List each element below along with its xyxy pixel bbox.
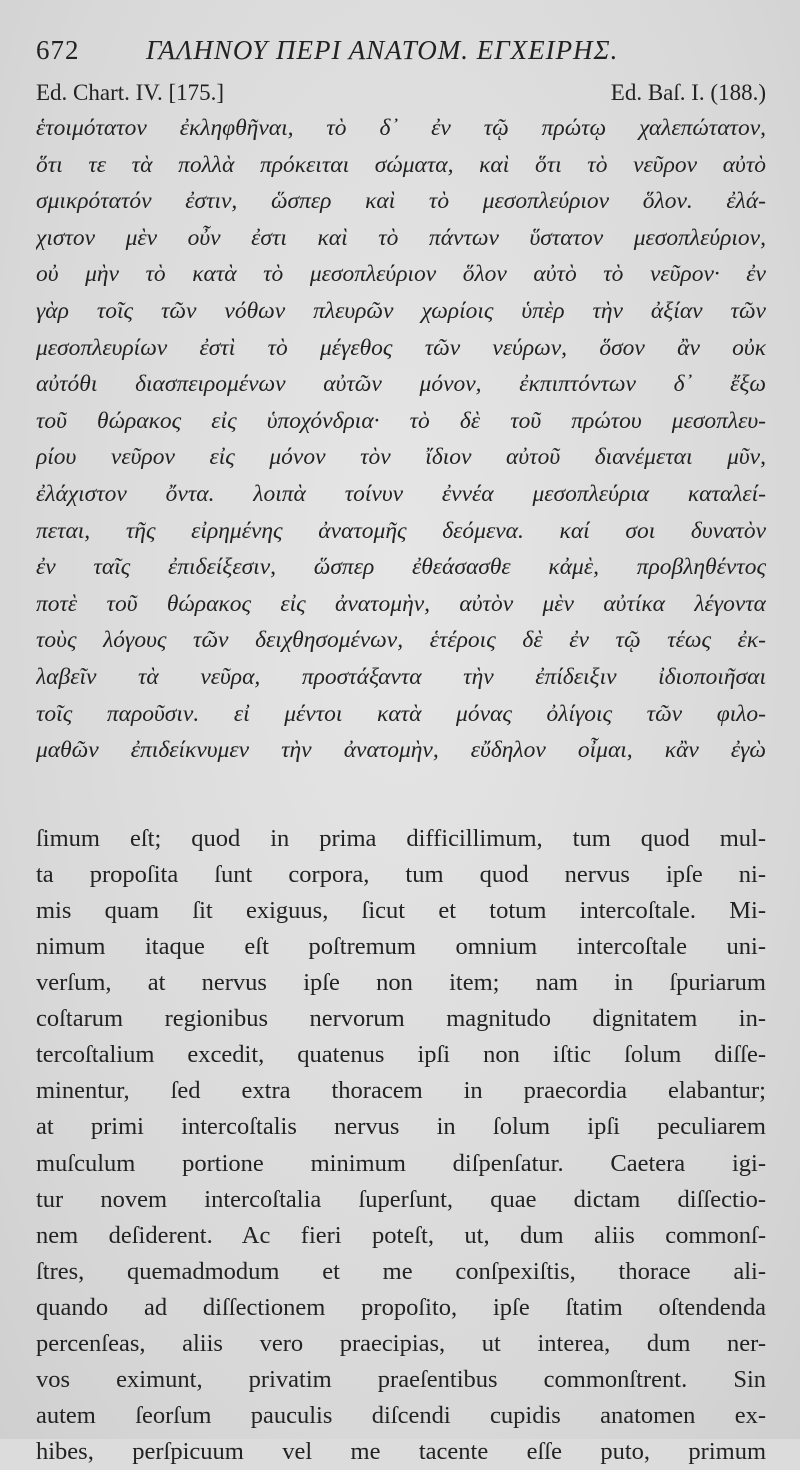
greek-text-line: ποτὲ τοῦ θώρακος εἰς ἀνατομὴν, αὐτὸν μὲν αὐτίκα λέγοντα	[36, 590, 766, 617]
latin-text-line: quando ad diſſectionem propoſito, ipſe ſtatim oſtendenda	[36, 1293, 766, 1321]
greek-text-line: οὐ μὴν τὸ κατὰ τὸ μεσοπλεύριον ὅλον αὐτὸ τὸ νεῦρον· ἐν	[36, 261, 766, 288]
greek-text-line: ρίου νεῦρον εἰς μόνον τὸν ἴδιον αὐτοῦ διανέμεται μῦν,	[36, 444, 766, 471]
latin-text-block	[36, 821, 766, 1470]
latin-text-line: percenſeas, aliis vero praecipias, ut interea, dum ner-	[36, 1330, 766, 1357]
page-number: 672	[36, 35, 80, 65]
greek-text-line: ἐλάχιστον ὄντα. λοιπὰ τοίνυν ἐννέα μεσοπλεύρια καταλεί-	[36, 480, 766, 507]
greek-text-line: χιστον μὲν οὖν ἐστι καὶ τὸ πάντων ὕστατον μεσοπλεύριον,	[36, 224, 766, 251]
latin-text-line: coſtarum regionibus nervorum magnitudo dignitatem in-	[36, 1005, 766, 1033]
latin-text-line: minentur, ſed extra thoracem in praecordia elabantur;	[36, 1077, 766, 1105]
greek-text-line: ἐν ταῖς ἐπιδείξεσιν, ὥσπερ ἐθεάσασθε κἀμὲ, προβληθέντος	[36, 554, 766, 581]
latin-text-line: muſculum portione minimum diſpenſatur. Caetera igi-	[36, 1149, 766, 1177]
greek-text-line: τοῖς παροῦσιν. εἰ μέντοι κατὰ μόνας ὀλίγοις τῶν φιλο-	[36, 700, 766, 727]
greek-text-line: τοὺς λόγους τῶν δειχθησομένων, ἑτέροις δὲ ἐν τῷ τέως ἐκ-	[36, 627, 766, 654]
running-title: ΓΑΛΗΝΟΥ ΠΕΡΙ ΑΝΑΤΟΜ. ΕΓΧΕΙΡΗΣ.	[146, 35, 619, 65]
greek-text-line: τοῦ θώρακος εἰς ὑποχόνδρια· τὸ δὲ τοῦ πρώτου μεσοπλευ-	[36, 407, 766, 434]
greek-text-block	[36, 110, 766, 769]
latin-text-line: tercoſtalium excedit, quatenus ipſi non iſtic ſolum diſſe-	[36, 1041, 766, 1069]
latin-text-line: vos eximunt, privatim praeſentibus commonſtrent. Sin	[36, 1366, 766, 1394]
greek-text-line: μαθῶν ἐπιδείκνυμεν τὴν ἀνατομὴν, εὔδηλον οἶμαι, κἂν ἐγὼ	[36, 737, 766, 764]
latin-text-line: at primi intercoſtalis nervus in ſolum ipſi peculiarem	[36, 1113, 766, 1141]
greek-text-line: πεται, τῆς εἰρημένης ἀνατομῆς δεόμενα. καί σοι δυνατὸν	[36, 517, 766, 544]
latin-text-line: verſum, at nervus ipſe non item; nam in ſpuriarum	[36, 969, 766, 997]
latin-text-line: ſtres, quemadmodum et me conſpexiſtis, thorace ali-	[36, 1257, 766, 1285]
running-head	[36, 28, 766, 72]
latin-text-line: mis quam ſit exiguus, ſicut et totum intercoſtale. Mi-	[36, 896, 766, 924]
greek-text-line: μεσοπλευρίων ἐστὶ τὸ μέγεθος τῶν νεύρων, ὅσον ἂν οὐκ	[36, 334, 766, 361]
greek-text-line: λαβεῖν τὰ νεῦρα, προστάξαντα τὴν ἐπίδειξιν ἰδιοποιῆσαι	[36, 663, 766, 690]
latin-text-line: autem ſeorſum pauculis diſcendi cupidis anatomen ex-	[36, 1402, 766, 1430]
edition-references	[36, 76, 766, 110]
greek-text-line: ἑτοιμότατον ἐκληφθῆναι, τὸ δ᾽ ἐν τῷ πρώτῳ χαλεπώτατον,	[36, 115, 766, 141]
edition-reference-basel: Ed. Baſ. I. (188.)	[610, 80, 766, 105]
latin-text-line: hibes, perſpicuum vel me tacente eſſe puto, primum	[36, 1438, 766, 1466]
greek-text-line: αὐτόθι διασπειρομένων αὐτῶν μόνον, ἐκπιπτόντων δ᾽ ἔξω	[36, 371, 766, 398]
latin-text-line: ſimum eſt; quod in prima difficillimum, tum quod mul-	[36, 824, 766, 852]
greek-text-line: ὅτι τε τὰ πολλὰ πρόκειται σώματα, καὶ ὅτι τὸ νεῦρον αὐτὸ	[36, 151, 766, 178]
greek-text-line: γὰρ τοῖς τῶν νόθων πλευρῶν χωρίοις ὑπὲρ τὴν ἀξίαν τῶν	[36, 297, 766, 324]
latin-text-line: nimum itaque eſt poſtremum omnium intercoſtale uni-	[36, 932, 766, 960]
greek-text-line: σμικρότατόν ἐστιν, ὥσπερ καὶ τὸ μεσοπλεύριον ὅλον. ἐλά-	[36, 188, 766, 215]
section-gap	[36, 769, 766, 821]
latin-text-line: ta propoſita ſunt corpora, tum quod nervus ipſe ni-	[36, 860, 766, 888]
latin-text-line: nem deſiderent. Ac fieri poteſt, ut, dum aliis commonſ-	[36, 1221, 766, 1249]
edition-reference-chart: Ed. Chart. IV. [175.]	[36, 80, 225, 105]
latin-text-line: tur novem intercoſtalia ſuperſunt, quae dictam diſſectio-	[36, 1185, 766, 1213]
